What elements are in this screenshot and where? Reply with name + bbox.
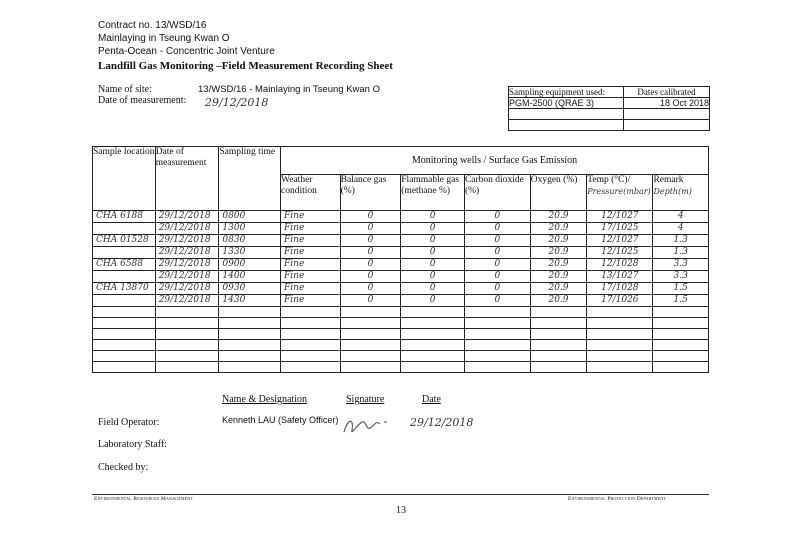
cell-temp: 12/1028 [587,259,653,271]
cell-time: 0830 [219,235,281,247]
contractor-name: Penta-Ocean - Concentric Joint Venture [98,46,275,57]
header-weather: Weather condition [281,175,341,211]
header-sampling-time: Sampling time [219,147,281,211]
cell-temp: 13/1027 [587,271,653,283]
cell-co2: 0 [464,259,530,271]
cell-temp: 12/1027 [587,235,653,247]
cell-co2: 0 [464,283,530,295]
header-sample-location: Sample location [93,147,156,211]
cell-temp: 12/1025 [587,247,653,259]
cell-flam: 0 [401,235,465,247]
pressure-label: Pressure(mbar) [587,187,651,196]
lab-staff-label: Laboratory Staff: [98,439,167,450]
table-row [93,271,709,283]
equipment-header: Sampling equipment used: [509,87,624,98]
table-row-empty [93,307,709,318]
header-temp-pressure [587,175,653,211]
header-flammable-gas: Flammable gas (methane %) [401,175,465,211]
cell-balance: 0 [340,295,401,307]
header-oxygen: Oxygen (%) [530,175,587,211]
table-row-empty [93,329,709,340]
cell-time: 1330 [219,247,281,259]
cell-flam: 0 [401,295,465,307]
header-date: Date of measurement [155,147,219,211]
cell-loc: CHA 01528 [93,235,156,247]
depth-label: Depth(m) [653,187,692,196]
calibration-header: Dates calibrated [624,87,710,98]
equipment-table [508,86,710,131]
project-name: Mainlaying in Tseung Kwan O [98,33,230,44]
cell-date: 29/12/2018 [155,283,219,295]
footer-left: Environmental Resources Management [94,496,194,502]
temp-label: Temp (°C)/ [587,175,631,185]
field-operator-name: Kenneth LAU (Safety Officer) [222,415,339,425]
cell-co2: 0 [464,295,530,307]
cell-time: 0800 [219,211,281,223]
cell-remark: 3.3 [653,271,709,283]
cell-o2: 20.9 [530,259,587,271]
cell-remark: 3.3 [653,259,709,271]
site-name-value: 13/WSD/16 - Mainlaying in Tseung Kwan O [198,84,380,95]
signoff-name-header: Name & Designation [222,394,307,405]
cell-loc [93,223,156,235]
cell-o2: 20.9 [530,223,587,235]
cell-co2: 0 [464,247,530,259]
cell-weather: Fine [281,295,341,307]
cell-date: 29/12/2018 [155,247,219,259]
cell-loc [93,271,156,283]
cell-flam: 0 [401,247,465,259]
cell-o2: 20.9 [530,283,587,295]
header-remark [653,175,709,211]
cell-flam: 0 [401,259,465,271]
table-row [93,295,709,307]
cell-loc [93,247,156,259]
cell-balance: 0 [340,235,401,247]
table-row [93,283,709,295]
cell-balance: 0 [340,247,401,259]
cell-remark: 4 [653,223,709,235]
cell-time: 1300 [219,223,281,235]
remark-label: Remark [653,175,684,185]
checked-by-label: Checked by: [98,462,149,473]
cell-weather: Fine [281,247,341,259]
table-row [93,223,709,235]
cell-co2: 0 [464,271,530,283]
header-monitoring-group: Monitoring wells / Surface Gas Emission [281,147,709,175]
header-carbon-dioxide: Carbon dioxide (%) [464,175,530,211]
table-row [93,259,709,271]
cell-temp: 17/1026 [587,295,653,307]
measurement-table [92,146,709,373]
equipment-value: PGM-2500 (QRAE 3) [509,98,624,109]
cell-time: 1430 [219,295,281,307]
contract-number: Contract no. 13/WSD/16 [98,20,207,31]
cell-date: 29/12/2018 [155,235,219,247]
cell-remark: 1.3 [653,247,709,259]
cell-co2: 0 [464,223,530,235]
table-row-empty [93,362,709,373]
cell-weather: Fine [281,211,341,223]
cell-loc [93,295,156,307]
cell-flam: 0 [401,271,465,283]
cell-remark: 1.3 [653,235,709,247]
cell-o2: 20.9 [530,235,587,247]
cell-date: 29/12/2018 [155,259,219,271]
table-row [93,235,709,247]
table-row-empty [93,351,709,362]
cell-balance: 0 [340,259,401,271]
cell-balance: 0 [340,283,401,295]
cell-balance: 0 [340,211,401,223]
cell-date: 29/12/2018 [155,295,219,307]
table-row-empty [93,318,709,329]
field-operator-date: 29/12/2018 [410,416,474,429]
cell-temp: 17/1028 [587,283,653,295]
cell-loc: CHA 13870 [93,283,156,295]
cell-o2: 20.9 [530,211,587,223]
signoff-signature-header: Signature [346,394,385,405]
cell-loc: CHA 6588 [93,259,156,271]
cell-weather: Fine [281,235,341,247]
site-name-label: Name of site: [98,84,152,95]
cell-balance: 0 [340,223,401,235]
cell-remark: 1.5 [653,295,709,307]
cell-weather: Fine [281,283,341,295]
cell-time: 0900 [219,259,281,271]
measurement-date-label: Date of measurement: [98,95,187,106]
cell-remark: 1.5 [653,283,709,295]
footer-rule [92,494,709,495]
cell-flam: 0 [401,211,465,223]
cell-weather: Fine [281,271,341,283]
signoff-date-header: Date [422,394,441,405]
cell-date: 29/12/2018 [155,211,219,223]
cell-date: 29/12/2018 [155,271,219,283]
page-number: 13 [396,505,406,516]
cell-weather: Fine [281,259,341,271]
field-operator-label: Field Operator: [98,417,160,428]
sheet-title: Landfill Gas Monitoring –Field Measurement Recording Sheet [98,60,393,72]
cell-o2: 20.9 [530,295,587,307]
cell-o2: 20.9 [530,271,587,283]
cell-balance: 0 [340,271,401,283]
measurement-date-value: 29/12/2018 [205,96,269,109]
cell-flam: 0 [401,283,465,295]
cell-o2: 20.9 [530,247,587,259]
cell-weather: Fine [281,223,341,235]
cell-loc: CHA 6188 [93,211,156,223]
footer-right: Environmental Protection Department [568,496,667,502]
cell-flam: 0 [401,223,465,235]
table-row [93,247,709,259]
cell-remark: 4 [653,211,709,223]
table-row-empty [93,340,709,351]
cell-time: 1400 [219,271,281,283]
cell-temp: 12/1027 [587,211,653,223]
cell-co2: 0 [464,211,530,223]
header-balance-gas: Balance gas (%) [340,175,401,211]
cell-date: 29/12/2018 [155,223,219,235]
signature-scribble [340,410,400,440]
cell-co2: 0 [464,235,530,247]
calibration-date: 18 Oct 2018 [624,98,710,109]
cell-temp: 17/1025 [587,223,653,235]
cell-time: 0930 [219,283,281,295]
table-row [93,211,709,223]
